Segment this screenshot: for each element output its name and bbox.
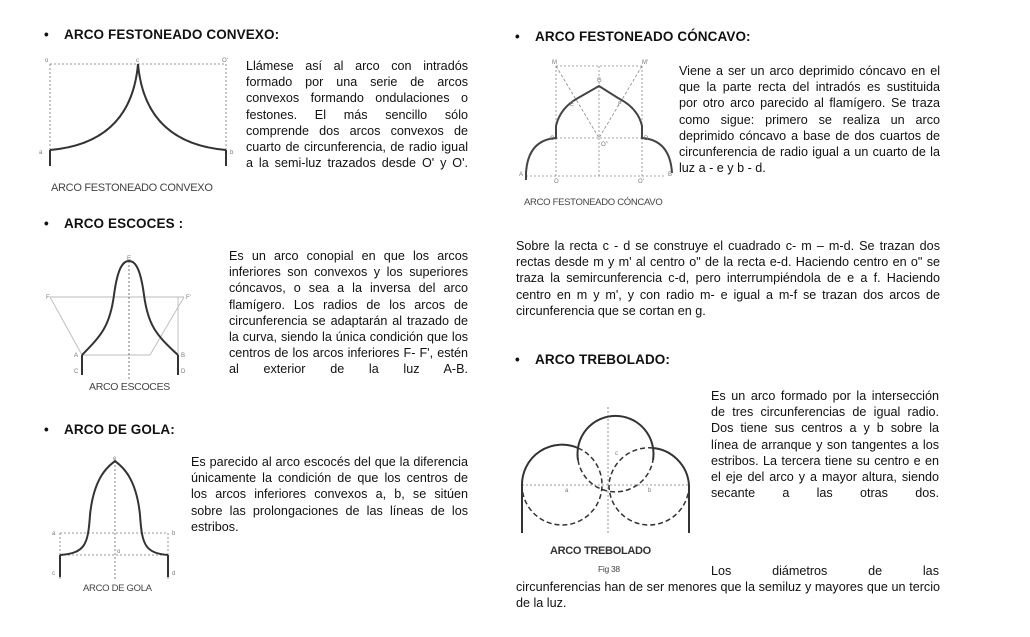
- label-b: b: [230, 150, 234, 156]
- label-A: A: [74, 353, 79, 359]
- label-o: o: [117, 549, 121, 555]
- heading-text: ARCO ESCOCES :: [64, 216, 184, 231]
- heading-escoces: [44, 216, 183, 231]
- bullet: •: [44, 422, 49, 437]
- label-a: a: [39, 150, 43, 156]
- label-M-prime: M': [642, 60, 649, 66]
- heading-text: ARCO FESTONEADO CONVEXO:: [64, 27, 280, 42]
- label-b: b: [172, 531, 176, 537]
- label-M: M: [552, 60, 557, 66]
- label-b: b: [648, 488, 652, 494]
- label-O: O: [554, 179, 559, 185]
- label-O-double-prime: O": [601, 142, 608, 148]
- label-c: c: [136, 58, 139, 64]
- label-F-prime: F': [186, 295, 191, 301]
- label-c: c: [52, 571, 55, 577]
- heading-festoneado-concavo: [515, 29, 751, 44]
- figure-escoces: [44, 255, 194, 380]
- label-C: C: [74, 369, 79, 375]
- label-e: e: [113, 456, 117, 462]
- label-E: E: [570, 102, 575, 108]
- heading-trebolado: [515, 352, 670, 367]
- paragraph-festoneado-convexo: Llámese así al arco con intradós formado por una serie de arcos convexos formando ondulaciones o festones. El más sencillo sólo comprende dos arcos convexos de cuarto de circunferencia, de radio igual a la semi-luz trazados desde O' y O'.: [246, 59, 468, 171]
- figure-festoneado-concavo: [518, 58, 673, 185]
- label-a: a: [52, 531, 56, 537]
- figure-caption-festoneado-concavo: ARCO FESTONEADO CÓNCAVO: [524, 197, 663, 208]
- bullet: •: [515, 29, 520, 44]
- figure-caption-trebolado: ARCO TREBOLADO: [550, 545, 651, 557]
- bullet: •: [44, 216, 49, 231]
- label-B: B: [668, 172, 673, 178]
- heading-gola: [44, 422, 175, 437]
- paragraph-trebolado-diameters-rest: circunferencias han de ser menores que la semiluz y mayores que un tercio de la luz.: [516, 580, 940, 611]
- label-D: D: [644, 136, 649, 142]
- paragraph-trebolado: Es un arco formado por la intersección de tres circunferencias de igual radio. Dos tiene sus centros a y b sobre la línea de arranque y son tangentes a los estribos. La tercera tiene su centro e en el eje del arco y a mayor altura, siendo secante a las otras dos.: [711, 389, 939, 501]
- heading-text: ARCO TREBOLADO:: [535, 352, 670, 367]
- label-G: G: [597, 78, 602, 84]
- label-d: d: [172, 571, 176, 577]
- label-c: c: [615, 451, 618, 457]
- label-C: C: [550, 136, 555, 142]
- label-F: F: [46, 295, 50, 301]
- heading-text: ARCO FESTONEADO CÓNCAVO:: [535, 29, 751, 44]
- figure-festoneado-convexo: [36, 58, 236, 176]
- heading-festoneado-convexo: [44, 27, 279, 42]
- label-o-prime: O': [222, 58, 228, 64]
- figure-gola: [50, 455, 185, 580]
- label-B: B: [181, 353, 186, 359]
- label-a: a: [565, 488, 569, 494]
- label-D: D: [181, 369, 186, 375]
- figure-number-trebolado: Fig 38: [598, 564, 620, 574]
- heading-text: ARCO DE GOLA:: [64, 422, 175, 437]
- paragraph-festoneado-concavo: Viene a ser un arco deprimido cóncavo en el que la parte recta del intradós es sustituida por otro arco parecido al flamígero. Se traza como sigue: primero se realiza un arco deprimido cóncavo a base de dos cuartos de circunferencia de radio igual a un cuarto de la luz a - e y b - d.: [679, 64, 940, 176]
- paragraph-gola: Es parecido al arco escocés del que la diferencia únicamente la condición de que los centros de los arcos inferiores convexos a, b, se sitúen sobre las prolongaciones de las líneas de los estribos.: [191, 455, 468, 534]
- figure-trebolado: [520, 405, 692, 535]
- figure-caption-escoces: ARCO ESCOCES: [89, 381, 170, 393]
- paragraph-festoneado-concavo-construction: Sobre la recta c - d se construye el cuadrado c- m – m-d. Se trazan dos rectas desde m y m' al centro o" de la recta e-d. Haciendo centro en o" se traza la semircunferencia c-d, pero interrumpiéndola de e a f. Haciendo centro en m y m', y con radio m- e igual a m-f se trazan dos arcos de circunferencia que se cortan en g.: [516, 239, 940, 318]
- bullet: •: [515, 352, 520, 367]
- label-F: F: [618, 102, 622, 108]
- paragraph-escoces: Es un arco conopial en que los arcos inferiores son convexos y los superiores cóncavos, o sea a la inversa del arco flamígero. Los radios de los arcos de circunferencia se adaptarán al trazado de la curva, siendo la única condición que los centros de los arcos inferiores F- F', estén al exterior de la luz A-B.: [229, 249, 468, 377]
- label-E: E: [127, 256, 132, 262]
- label-o: o: [45, 58, 49, 64]
- figure-caption-festoneado-convexo: ARCO FESTONEADO CONVEXO: [51, 182, 213, 194]
- label-A: A: [519, 172, 524, 178]
- label-O-prime: O': [638, 179, 644, 185]
- paragraph-trebolado-diameters-start: Los diámetros de las: [711, 564, 939, 578]
- figure-caption-gola: ARCO DE GOLA: [83, 583, 152, 594]
- bullet: •: [44, 27, 49, 42]
